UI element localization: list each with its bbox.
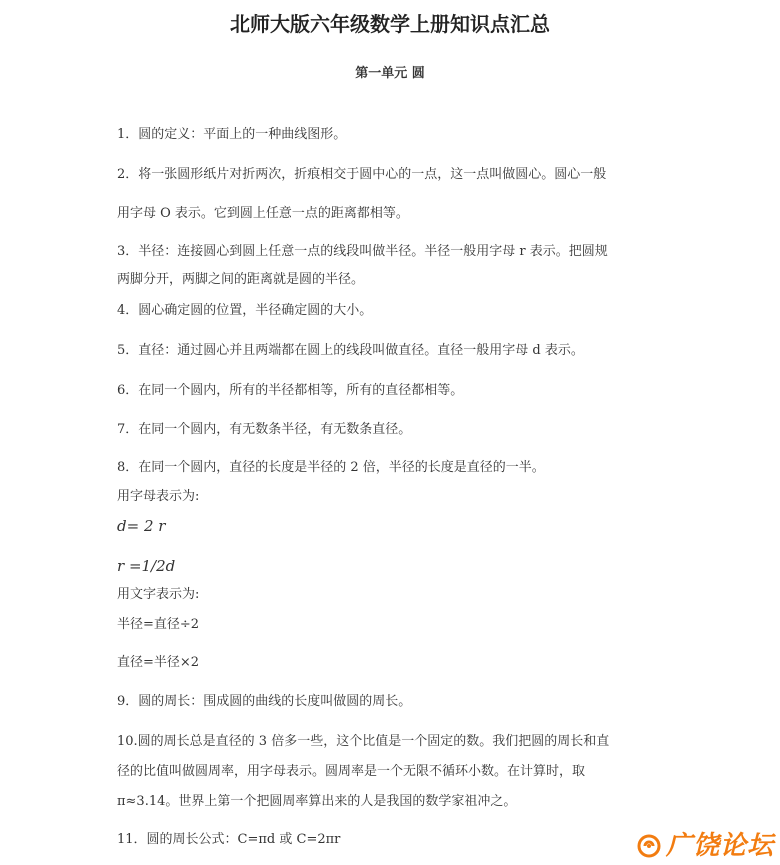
text-line: 4．圆心确定圆的位置，半径确定圆的大小。 [117, 303, 373, 318]
text-line: 8．在同一个圆内，直径的长度是半径的 2 倍，半径的长度是直径的一半。 [117, 460, 545, 475]
text-line: 9．圆的周长：围成圆的曲线的长度叫做圆的周长。 [117, 694, 412, 709]
text-line: π≈3.14。世界上第一个把圆周率算出来的人是我国的数学家祖冲之。 [117, 794, 517, 809]
text-line: 6．在同一个圆内，所有的半径都相等，所有的直径都相等。 [117, 383, 464, 398]
page-title: 北师大版六年级数学上册知识点汇总 [230, 12, 550, 36]
text-line: 用字母表示为: [117, 489, 200, 504]
text-line: 用字母 O 表示。它到圆上任意一点的距离都相等。 [117, 206, 409, 221]
formula-line: r =1/2d [117, 557, 176, 575]
text-line: 10.圆的周长总是直径的 3 倍多一些，这个比值是一个固定的数。我们把圆的周长和直 [117, 734, 610, 749]
text-line: 2．将一张圆形纸片对折两次，折痕相交于圆中心的一点，这一点叫做圆心。圆心一般 [117, 167, 607, 182]
formula-line: d= 2 r [117, 517, 166, 535]
text-line: 径的比值叫做圆周率，用字母表示。圆周率是一个无限不循环小数。在计算时，取 [117, 764, 586, 779]
text-line: 直径=半径×2 [117, 655, 200, 670]
text-line: 两脚分开，两脚之间的距离就是圆的半径。 [117, 272, 365, 287]
text-line: 3．半径：连接圆心到圆上任意一点的线段叫做半径。半径一般用字母 r 表示。把圆规 [117, 244, 608, 259]
text-line: 用文字表示为: [117, 587, 200, 602]
text-line: 1．圆的定义：平面上的一种曲线图形。 [117, 127, 347, 142]
watermark-text: 广饶论坛 [665, 831, 774, 861]
section-title: 第一单元 圆 [355, 66, 425, 81]
text-line: 7．在同一个圆内，有无数条半径，有无数条直径。 [117, 422, 412, 437]
watermark [636, 831, 774, 861]
forum-logo-icon [636, 833, 662, 859]
text-line: 半径=直径÷2 [117, 617, 200, 632]
text-line: 11．圆的周长公式：C=πd 或 C=2πr [117, 832, 341, 847]
text-line: 5．直径：通过圆心并且两端都在圆上的线段叫做直径。直径一般用字母 d 表示。 [117, 343, 584, 358]
